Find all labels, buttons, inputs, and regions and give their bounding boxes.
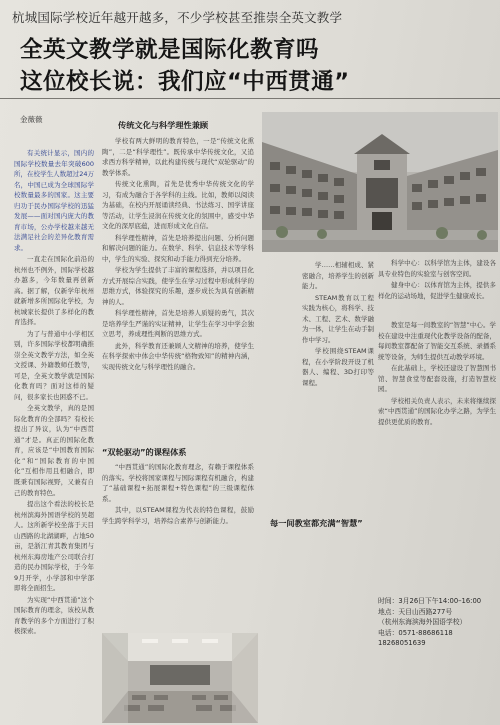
paragraph: 学校围绕STEAM课程，在小学阶段开设了机器人、编程、3D打印等课程。 (302, 347, 374, 387)
paragraph: 此外，科学教育还兼顾人文精神的培养，使学生在科学探索中体会中华传统“格物致知”的精神内涵，实现传统文化与科学理性的融合。 (102, 341, 254, 371)
article-column-1 (14, 148, 94, 638)
article-column-4 (378, 258, 496, 302)
paragraph: 为实现“中西贯通”这个国际教育的理念，该校从教育教学的多个方面进行了积极探索。 (14, 595, 94, 636)
event-address: 地点：天目山西路277号 (378, 607, 453, 616)
section-title-smart-classroom: 每一间教室都充满“智慧” (270, 518, 363, 528)
paragraph: 学校为学生提供了丰富的课程选择，并以项目化方式开展综合实践，使学生在学习过程中形成科学的思维方式，体验探究的乐趣，逐步成长为具有创新精神的人。 (102, 266, 254, 306)
article-headline-line1: 全英文教学就是国际化教育吗 (20, 37, 320, 63)
paragraph: 一直走在国际化前沿的杭州也不例外，国际学校越办越多，今年数量再创新高。据了解，仅新学年杭州就新增多所国际化学校，为杭城家长提供了多样化的教育选择。 (14, 255, 94, 327)
paragraph: 传统文化熏陶，首先是优秀中华传统文化的学习，有成为融合于各学科的主线。比如，教师以阅读为基础，在校内开展诵读经典、书法练习、国学讲座等活动，让学生浸润在传统文化的氛围中，感受中华文化的深厚底蕴，进而形成文化自信。 (102, 180, 254, 231)
article-column-5 (378, 320, 496, 428)
article-kicker: 杭城国际学校近年越开越多，不少学校甚至推崇全英文教学 (12, 10, 343, 25)
paragraph: 为了与普通中小学相区别，许多国际学校都明确推崇全英文教学方法，如全英文授课、外籍教师任教等，可是，全英文教学就是国际化教育吗？面对这样的疑问，很多家长也困惑不已。 (14, 329, 94, 401)
article-headline-line2: 这位校长说：我们应“中西贯通” (20, 69, 350, 95)
paragraph: 科学理性精神，首先是培养提出问题、分析问题和解决问题的能力。在数学、科学、信息技术等学科中，学生的实验、探究和动手能力得到充分培养。 (102, 233, 254, 263)
article-author: 金薇薇 (20, 115, 43, 124)
event-venue: （杭州东海滨海外国语学校） (378, 618, 467, 627)
article-column-2 (102, 136, 254, 373)
event-phone: 电话：0571-88686118 (378, 628, 453, 637)
classroom-photo (102, 633, 258, 723)
paragraph: 学……相辅相成、紧密融合，培养学生的创新能力。 (302, 261, 374, 291)
article-column-2b (102, 462, 254, 527)
section-title-dual-drive: “双轮驱动”的课程体系 (102, 447, 187, 457)
paragraph: “中西贯通”的国际化教育理念，有赖于课程体系的落实。学校将国家课程与国际课程有机融合，构建了“基础课程+拓展课程+特色课程”的三级课程体系。 (102, 463, 254, 503)
paragraph: 其中，以STEAM课程为代表的特色课程，鼓励学生跨学科学习，培养综合素养与创新能力。 (102, 506, 254, 525)
campus-building-photo (262, 112, 498, 252)
paragraph: 在此基础上，学校还建设了智慧图书馆、智慧食堂等配套设施，打造智慧校园。 (378, 364, 496, 394)
paragraph: 科学中心：以科学馆为主体，建设各具专业特色的实验室与创客空间。 (378, 259, 496, 278)
event-info-block (378, 596, 496, 649)
article-column-3 (302, 260, 374, 389)
paragraph: 科学理性精神，首先是培养人质疑的勇气，其次是培养学生严谨的实证精神，让学生在学习中学会独立思考，养成理性判断的思维方式。 (102, 309, 254, 339)
headline-divider (0, 98, 500, 99)
paragraph: 学校相关负责人表示，未来将继续探索“中西贯通”的国际化办学之路，为学生提供更优质的教育。 (378, 396, 496, 426)
paragraph: 全英文教学，真的是国际化教育的全部吗？有校长提出了异议，认为“中西贯通”才是。真正的国际化教育，应该是“中国教育国际化”和“国际教育的中国化”互相作用且相融合，即既秉有国际视野，又兼有自己的教育特色。 (14, 404, 94, 497)
paragraph: 提出这个看法的校长是杭州滨海外国语学校的吴超人。这所新学校坐落于天目山西路的北湖湖畔，占地50亩，是浙江青其教育集团与杭州东海房地产公司联合打造的民办国际学校，于今年9月开学，小学部和中学部即将全面招生。 (14, 500, 94, 593)
paragraph: STEAM教育以工程实践为核心，将科学、技术、工程、艺术、数学融为一体，让学生在动手制作中学习。 (302, 293, 374, 344)
paragraph: 有关统计显示，国内的国际学校数量去年突破600所，在校学生人数超过24万名，中国已成为全球国际学校数量最多的国家。这主要归功于民办国际学校的迅猛发展——面对国内庞大的教育市场，公办学校越来越无法满足社会的差异化教育需求。 (14, 149, 94, 252)
paragraph: 学校有两大鲜明的教育特色，一是“传统文化熏陶”，二是“科学理性”。既传承中华传统文化，又追求西方科学精神，以此构建传统与现代“双轮驱动”的教学体系。 (102, 137, 254, 177)
paragraph: 健身中心：以体育馆为主体，提供多样化的运动场地，促进学生健康成长。 (378, 281, 496, 300)
event-time: 时间：3月26日下午14:00–16:00 (378, 597, 482, 605)
paragraph: 教室是每一间教室的“智慧”中心。学校在建设中注重现代化教学设备的配备，每间教室都配备了智能交互系统、录播系统等设备，为师生提供互动教学环境。 (378, 321, 496, 361)
event-mobile: 18268051639 (378, 639, 426, 648)
section-title-culture-science: 传统文化与科学理性兼顾 (118, 120, 209, 130)
